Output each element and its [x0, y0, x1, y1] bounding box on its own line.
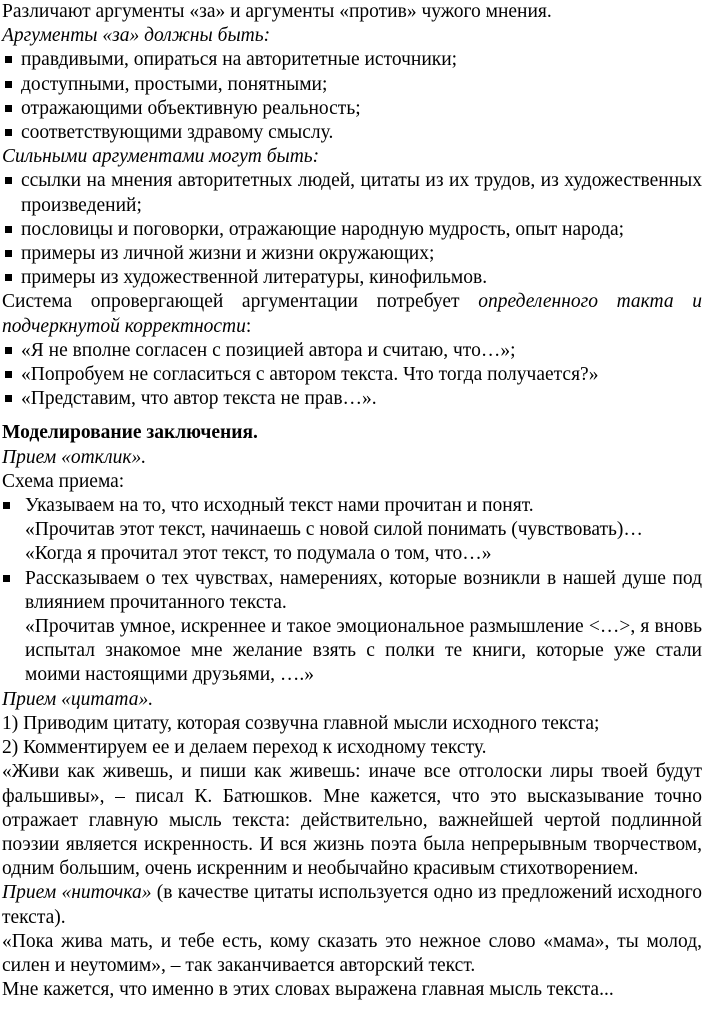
list-item: ссылки на мнения авторитетных людей, цитаты из их трудов, из художественных произведений; — [2, 169, 702, 217]
thread-conclusion: Мне кажется, что именно в этих словах выражена главная мысль текста... — [2, 979, 614, 1001]
conclusion-heading: Моделирование заключения. — [2, 422, 258, 444]
thread-technique-desc: (в качестве цитаты используется одно из предложений исходного текста). — [2, 882, 702, 928]
list-item: доступными, простыми, понятными; — [2, 73, 702, 97]
intro-paragraph: Различают аргументы «за» и аргументы «против» чужого мнения. — [2, 1, 552, 22]
quote-technique-title: Прием «цитата». — [2, 688, 154, 710]
list-item: «Попробуем не согласиться с автором текста. Что тогда получается?» — [2, 363, 702, 387]
scheme-step: Указываем на то, что исходный текст нами прочитан и понят. — [25, 495, 534, 517]
list-item: «Представим, что автор текста не прав…». — [2, 387, 702, 411]
list-item: отражающими объективную реальность; — [2, 97, 702, 121]
list-item: пословицы и поговорки, отражающие народную мудрость, опыт народа; — [2, 218, 702, 242]
scheme-example: «Прочитав умное, искреннее и такое эмоциональное размышление <…>, я вновь испытал знакомое мне желание взять с полки те книги, которые уже стали моими настоящими друзьями, ….» — [25, 616, 702, 686]
pro-arguments-list — [2, 48, 702, 145]
response-technique-title: Прием «отклик». — [2, 446, 147, 468]
thread-technique-title: Прием «ниточка» — [2, 882, 152, 904]
response-scheme-list — [2, 494, 702, 688]
refute-phrases-list — [2, 339, 702, 412]
refute-text: Система опровергающей аргументации потребует — [2, 291, 479, 313]
list-item: правдивыми, опираться на авторитетные источники; — [2, 48, 702, 72]
refute-emphasis: определенного такта и подчеркнутой корректности — [2, 291, 703, 337]
section-spacer — [2, 411, 702, 421]
list-item: соответствующими здравому смыслу. — [2, 121, 702, 145]
thread-technique-paragraph — [2, 881, 702, 929]
thread-example: «Пока жива мать, и тебе есть, кому сказать это нежное слово «мама», ты молод, силен и неутомим», – так заканчивается авторский текст. — [2, 930, 702, 976]
list-item — [2, 494, 702, 567]
refute-paragraph — [2, 290, 702, 338]
scheme-example: «Когда я прочитал этот текст, то подумала о том, что…» — [25, 543, 492, 565]
scheme-step: Рассказываем о тех чувствах, намерениях, которые возникли в нашей душе под влиянием прочитанного текста. — [25, 567, 702, 613]
list-item: примеры из личной жизни и жизни окружающих; — [2, 242, 702, 266]
list-item: «Я не вполне согласен с позицией автора и считаю, что…»; — [2, 339, 702, 363]
quote-step: 1) Приводим цитату, которая созвучна главной мысли исходного текста; — [2, 712, 600, 734]
quote-example: «Живи как живешь, и пиши как живешь: иначе все отголоски лиры твоей будут фальшивы», – писал К. Батюшков. Мне кажется, что это высказывание точно отражает главную мысль текста: действительно, важнейшей чертой подлинной поэзии является искренность. И вся жизнь поэта была непрерывным творчеством, одним большим, очень искренним и необычайно красивым стихотворением. — [2, 761, 702, 880]
list-item — [2, 567, 702, 688]
strong-arguments-heading: Сильными аргументами могут быть: — [2, 146, 320, 168]
strong-arguments-list — [2, 169, 702, 290]
scheme-example: «Прочитав этот текст, начинаешь с новой силой понимать (чувствовать)… — [25, 519, 643, 541]
scheme-label: Схема приема: — [2, 470, 125, 492]
quote-step: 2) Комментируем ее и делаем переход к исходному тексту. — [2, 737, 487, 759]
list-item: примеры из художественной литературы, кинофильмов. — [2, 266, 702, 290]
pro-arguments-heading: Аргументы «за» должны быть: — [2, 25, 271, 47]
refute-colon: : — [245, 315, 252, 337]
